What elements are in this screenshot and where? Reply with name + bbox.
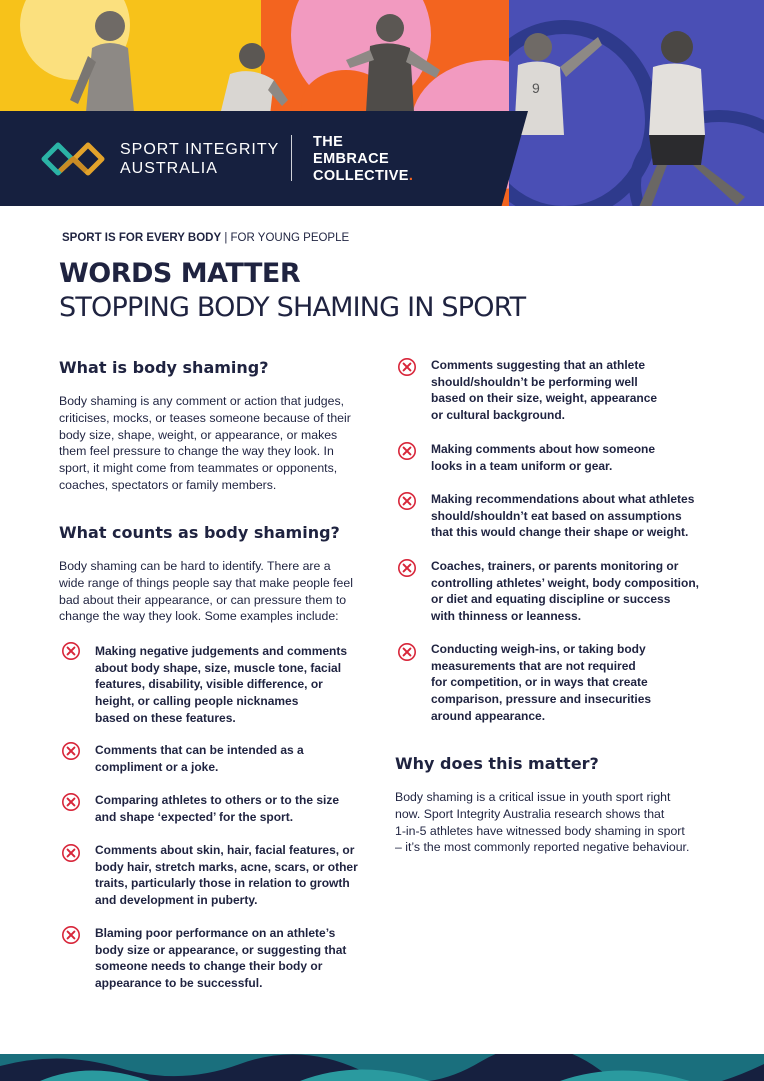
athlete-photo-2 — [200, 40, 290, 115]
svg-text:9: 9 — [532, 80, 540, 96]
sport-integrity-logo-icon — [40, 133, 106, 185]
cross-circle-icon — [61, 741, 81, 761]
text-line: Coaches, trainers, or parents monitoring or — [431, 559, 679, 573]
text-line: should/shouldn’t eat based on assumptions — [431, 508, 682, 523]
kicker-separator: | — [221, 232, 231, 244]
cross-circle-icon — [61, 925, 81, 945]
section-paragraph-what-is — [59, 393, 351, 494]
footer-pattern — [0, 1054, 764, 1081]
section-paragraph-why-matters — [395, 789, 689, 856]
list-item — [431, 558, 699, 625]
page-title: WORDS MATTER — [59, 258, 301, 289]
text-line: or diet and equating discipline or success — [431, 592, 671, 607]
text-line: Comments about skin, hair, facial features, or — [95, 843, 355, 857]
text-line: body size or appearance, or suggesting that — [95, 942, 347, 957]
cross-circle-icon — [397, 558, 417, 578]
text-line: Comparing athletes to others or to the size — [95, 793, 340, 807]
cross-circle-icon — [61, 641, 81, 661]
list-item — [95, 643, 347, 727]
text-line: for competition, or in ways that create — [431, 675, 648, 690]
text-line: appearance to be successful. — [95, 976, 263, 991]
athlete-photo-1 — [62, 0, 152, 112]
footer-decoration — [0, 1054, 764, 1081]
text-line: comparison, pressure and insecurities — [431, 692, 652, 707]
text-line: change the way they look. Some examples include: — [59, 609, 339, 624]
text-line: body size, shape, weight, or appearance, or makes — [59, 427, 338, 442]
text-line: with thinness or leanness. — [431, 609, 582, 624]
partner-line3 — [313, 168, 413, 185]
text-line: or cultural background. — [431, 408, 566, 423]
text-line: traits, particularly those in relation to growth — [95, 876, 350, 891]
list-item — [95, 742, 304, 775]
kicker-rest: FOR YOUNG PEOPLE — [230, 232, 350, 244]
text-line: someone needs to change their body or — [95, 959, 323, 974]
list-item — [431, 357, 657, 424]
section-paragraph-what-counts — [59, 558, 353, 625]
list-item — [95, 842, 358, 909]
cross-circle-icon — [61, 843, 81, 863]
text-line: Comments that can be intended as a — [95, 743, 304, 757]
text-line: them feel pressure to change the way they look. In — [59, 444, 334, 459]
cross-circle-icon — [397, 441, 417, 461]
text-line: Blaming poor performance on an athlete’s — [95, 926, 336, 940]
athlete-photo-3 — [340, 0, 450, 112]
text-line: height, or calling people nicknames — [95, 694, 299, 709]
list-item — [431, 441, 655, 474]
text-line: Making negative judgements and comments — [95, 644, 348, 658]
text-line: Comments suggesting that an athlete — [431, 358, 646, 372]
text-line: coaches, spectators or family members. — [59, 477, 277, 492]
text-line: around appearance. — [431, 708, 546, 723]
org-name-line2: AUSTRALIA — [120, 160, 218, 177]
text-line: 1-in-5 athletes have witnessed body shaming in sport — [395, 823, 685, 838]
text-line: criticises, mocks, or teases someone because of their — [59, 410, 351, 425]
partner-line2: EMBRACE — [313, 151, 390, 167]
text-line: about body shape, size, muscle tone, facial — [95, 660, 342, 675]
text-line: based on these features. — [95, 710, 236, 725]
list-item — [431, 491, 694, 541]
partner-line3-text: COLLECTIVE — [313, 168, 409, 184]
text-line: and shape ‘expected’ for the sport. — [95, 809, 294, 824]
cross-circle-icon — [397, 491, 417, 511]
partner-line1: THE — [313, 134, 344, 150]
text-line: and development in puberty. — [95, 893, 258, 908]
cross-circle-icon — [61, 792, 81, 812]
cross-circle-icon — [397, 357, 417, 377]
cross-circle-icon — [397, 642, 417, 662]
text-line: measurements that are not required — [431, 658, 636, 673]
text-line: Making comments about how someone — [431, 442, 656, 456]
header-divider — [291, 135, 292, 181]
text-line: body hair, stretch marks, acne, scars, or other — [95, 859, 358, 874]
text-line: compliment or a joke. — [95, 759, 219, 774]
text-line: controlling athletes’ weight, body composition, — [431, 575, 700, 590]
text-line: Conducting weigh-ins, or taking body — [431, 642, 646, 656]
section-heading-what-counts: What counts as body shaming? — [59, 523, 340, 542]
text-line: sport, it might come from teammates or opponents, — [59, 461, 338, 476]
text-line: now. Sport Integrity Australia research shows that — [395, 806, 665, 821]
list-item — [95, 925, 346, 992]
athlete-photo-5 — [605, 25, 755, 206]
text-line: wide range of things people say that make people feel — [59, 575, 353, 590]
text-line: – it’s the most commonly reported negative behaviour. — [395, 840, 690, 855]
page-subtitle: STOPPING BODY SHAMING IN SPORT — [59, 292, 526, 323]
section-heading-what-is: What is body shaming? — [59, 358, 269, 377]
text-line: should/shouldn’t be performing well — [431, 374, 638, 389]
text-line: based on their size, weight, appearance — [431, 391, 658, 406]
text-line: Body shaming is a critical issue in youth sport right — [395, 790, 671, 804]
text-line: features, disability, visible difference, or — [95, 677, 323, 692]
text-line: bad about their appearance, or can pressure them to — [59, 592, 347, 607]
kicker-bold: SPORT IS FOR EVERY BODY — [62, 232, 222, 244]
text-line: Body shaming can be hard to identify. There are a — [59, 559, 331, 573]
text-line: Making recommendations about what athletes — [431, 492, 695, 506]
kicker — [62, 232, 349, 244]
list-item — [431, 641, 651, 725]
text-line: Body shaming is any comment or action that judges, — [59, 394, 345, 408]
section-heading-why-matters: Why does this matter? — [395, 754, 599, 773]
org-name-line1: SPORT INTEGRITY — [120, 141, 280, 158]
text-line: looks in a team uniform or gear. — [431, 458, 613, 473]
text-line: that this would change their shape or weight. — [431, 525, 689, 540]
partner-dot: . — [408, 168, 414, 184]
list-item — [95, 792, 339, 825]
